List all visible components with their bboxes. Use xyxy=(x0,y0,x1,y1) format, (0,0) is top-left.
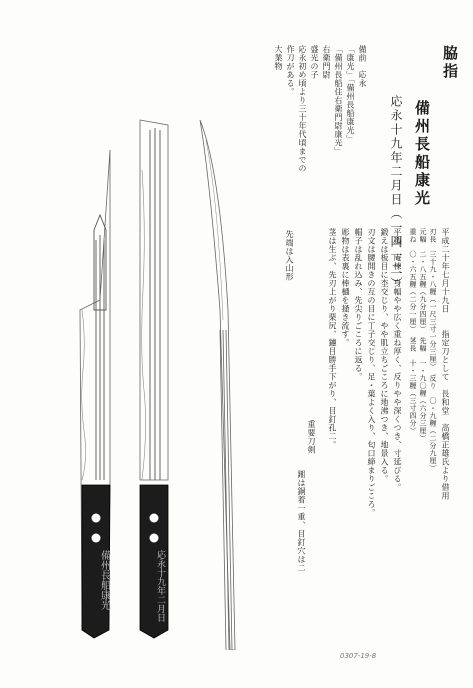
description-line-6: 茎は生ぶ、先刃上がり栗尻、鑢目勝手下がり、目釘孔二。 xyxy=(328,228,337,449)
description-line-5: 彫物は表裏に棒樋を掻き流す。 xyxy=(341,228,350,347)
registration-line-1: 平成二十年七月十九日 指定刀として 長和堂 高橋正雄氏より借用 xyxy=(441,228,450,500)
description-line-1: 平造、庵棟、身幅やや広く重ね厚く、反りやや深くつき、寸延びる。 xyxy=(393,228,402,492)
margin-note-3: 先端は入山形 xyxy=(285,230,294,281)
ura-inscription: 応永十九年二月日 xyxy=(155,550,165,622)
maker-line-5: 盛光の子 xyxy=(310,45,319,79)
description-line-2: 鍛えは板目に杢交じり、やや肌立ちごころに地沸つき、地景入る。 xyxy=(380,228,389,483)
margin-note-1: 重要刀剣 xyxy=(307,420,316,454)
maker-line-6: 応永初め頃より三十年代頃までの xyxy=(298,45,307,173)
footer-code: 0307-19-8 xyxy=(340,652,377,660)
omote-inscription: 備州長船康光 xyxy=(98,550,110,610)
sword-title: 備州長船康光 xyxy=(413,100,431,208)
mekugi-hole-4 xyxy=(150,534,159,543)
description-line-3: 刃文は腰開きの互の目に丁子交じり、足・葉よく入り、匂口締まりごころ。 xyxy=(367,228,376,517)
mekugi-hole-3 xyxy=(150,514,159,523)
category-label: 脇指 xyxy=(441,45,459,81)
sword-date: 応永十九年二月日（一四一二） xyxy=(389,95,403,291)
maker-line-1: 備前 応永 xyxy=(358,45,367,88)
maker-line-7: 作刀がある。 xyxy=(286,45,295,96)
blade-profile xyxy=(200,120,235,650)
registration-line-4: 重ね 〇・六五糎（二分一厘） 茎長 十・三糎（三寸四分） xyxy=(409,228,417,435)
maker-line-8: 大業物 xyxy=(274,45,283,71)
mekugi-hole-2 xyxy=(92,534,101,543)
maker-line-3: 「備州長船住右衛門尉康光」 xyxy=(334,45,343,156)
mekugi-hole-1 xyxy=(92,514,101,523)
maker-line-4: 右衛門尉 xyxy=(322,45,331,79)
description-line-4: 帽子は乱れ込み、先尖りごころに返る。 xyxy=(354,228,363,381)
registration-line-2: 刃長 三十九・八糎（一尺三寸一分三厘） 反り 〇・九糎（二分九厘） xyxy=(429,228,437,472)
registration-line-3: 元幅 二・八五糎（九分四厘） 先幅 一・九〇糎（六分三厘） xyxy=(419,228,427,442)
maker-line-2: 「康光」「備州長船康光」 xyxy=(346,45,355,143)
margin-note-2: 鎺は銅着一重、目釘穴は二 xyxy=(297,470,306,572)
blade-drawings xyxy=(60,110,260,650)
